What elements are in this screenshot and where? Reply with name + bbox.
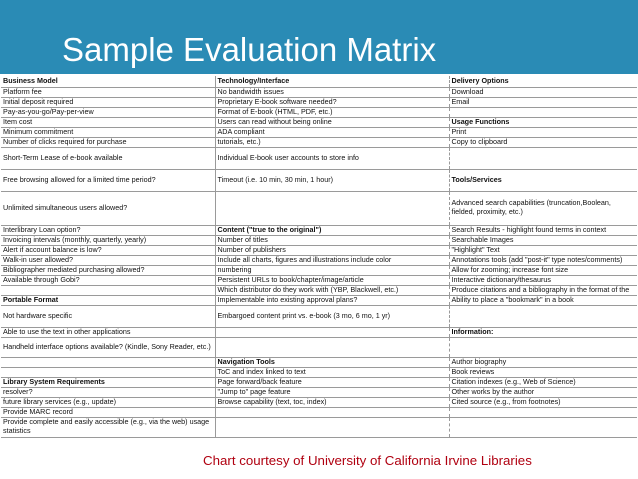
delivery-tools-cell — [449, 305, 637, 327]
delivery-tools-cell: Citation indexes (e.g., Web of Science) — [449, 377, 637, 387]
technology-interface-cell: Page forward/back feature — [215, 377, 449, 387]
business-model-cell: Business Model — [1, 76, 215, 87]
delivery-tools-cell: Usage Functions — [449, 117, 637, 127]
business-model-cell: Invoicing intervals (monthly, quarterly, yearly) — [1, 235, 215, 245]
technology-interface-cell — [215, 337, 449, 357]
chart-credit-caption: Chart courtesy of University of California Irvine Libraries — [203, 453, 532, 468]
matrix-row — [1, 169, 637, 191]
technology-interface-cell: tutorials, etc.) — [215, 137, 449, 147]
technology-interface-cell: Browse capability (text, toc, index) — [215, 397, 449, 407]
business-model-cell: Bibliographer mediated purchasing allowed? — [1, 265, 215, 275]
matrix-row — [1, 245, 637, 255]
matrix-row — [1, 107, 637, 117]
technology-interface-cell: Number of publishers — [215, 245, 449, 255]
delivery-tools-cell: Cited source (e.g., from footnotes) — [449, 397, 637, 407]
technology-interface-cell: Proprietary E-book software needed? — [215, 97, 449, 107]
matrix-row — [1, 255, 637, 265]
delivery-tools-cell: Advanced search capabilities (truncation,Boolean, fielded, proximity, etc.) — [449, 191, 637, 225]
matrix-row — [1, 357, 637, 367]
technology-interface-cell: Embargoed content print vs. e-book (3 mo, 6 mo, 1 yr) — [215, 305, 449, 327]
business-model-cell: Alert if account balance is low? — [1, 245, 215, 255]
delivery-tools-cell — [449, 407, 637, 417]
business-model-cell: Unlimited simultaneous users allowed? — [1, 191, 215, 225]
business-model-cell: Free browsing allowed for a limited time period? — [1, 169, 215, 191]
technology-interface-cell: Content ("true to the original") — [215, 225, 449, 235]
delivery-tools-cell: Download — [449, 87, 637, 97]
business-model-cell: Platform fee — [1, 87, 215, 97]
technology-interface-cell: ADA compliant — [215, 127, 449, 137]
technology-interface-cell: Timeout (i.e. 10 min, 30 min, 1 hour) — [215, 169, 449, 191]
matrix-row — [1, 275, 637, 285]
matrix-row — [1, 117, 637, 127]
matrix-row — [1, 367, 637, 377]
business-model-cell — [1, 367, 215, 377]
delivery-tools-cell: Ability to place a "bookmark" in a book — [449, 295, 637, 305]
delivery-tools-cell — [449, 337, 637, 357]
technology-interface-cell: Individual E-book user accounts to store info — [215, 147, 449, 169]
technology-interface-cell: Persistent URLs to book/chapter/image/article — [215, 275, 449, 285]
slide-title: Sample Evaluation Matrix — [62, 31, 437, 68]
business-model-cell: Library System Requirements — [1, 377, 215, 387]
business-model-cell: Available through Gobi? — [1, 275, 215, 285]
delivery-tools-cell: Searchable Images — [449, 235, 637, 245]
delivery-tools-cell — [449, 147, 637, 169]
matrix-row — [1, 337, 637, 357]
delivery-tools-cell: Other works by the author — [449, 387, 637, 397]
delivery-tools-cell: Copy to clipboard — [449, 137, 637, 147]
business-model-cell: Portable Format — [1, 295, 215, 305]
business-model-cell — [1, 357, 215, 367]
title-banner — [0, 0, 638, 74]
delivery-tools-cell: Email — [449, 97, 637, 107]
matrix-row — [1, 305, 637, 327]
matrix-row — [1, 225, 637, 235]
technology-interface-cell: Which distributor do they work with (YBP, Blackwell, etc.) — [215, 285, 449, 295]
business-model-cell: Initial deposit required — [1, 97, 215, 107]
technology-interface-cell: Technology/Interface — [215, 76, 449, 87]
evaluation-matrix-table — [1, 76, 637, 438]
matrix-row — [1, 87, 637, 97]
business-model-cell: Not hardware specific — [1, 305, 215, 327]
delivery-tools-cell: Author biography — [449, 357, 637, 367]
matrix-row — [1, 387, 637, 397]
matrix-body — [1, 76, 637, 437]
delivery-tools-cell: Print — [449, 127, 637, 137]
technology-interface-cell: ToC and index linked to text — [215, 367, 449, 377]
business-model-cell: Interlibrary Loan option? — [1, 225, 215, 235]
business-model-cell: Number of clicks required for purchase — [1, 137, 215, 147]
business-model-cell: Provide MARC record — [1, 407, 215, 417]
matrix-row — [1, 147, 637, 169]
business-model-cell: Pay-as-you-go/Pay-per-view — [1, 107, 215, 117]
technology-interface-cell: Navigation Tools — [215, 357, 449, 367]
delivery-tools-cell: Interactive dictionary/thesaurus — [449, 275, 637, 285]
matrix-row — [1, 377, 637, 387]
technology-interface-cell — [215, 417, 449, 437]
matrix-row — [1, 191, 637, 225]
technology-interface-cell — [215, 327, 449, 337]
matrix-row — [1, 295, 637, 305]
matrix-row — [1, 97, 637, 107]
technology-interface-cell: numbering — [215, 265, 449, 275]
business-model-cell: Walk-in user allowed? — [1, 255, 215, 265]
delivery-tools-cell: "Highlight" Text — [449, 245, 637, 255]
business-model-cell: Short-Term Lease of e-book available — [1, 147, 215, 169]
matrix-row — [1, 265, 637, 275]
business-model-cell: Able to use the text in other applications — [1, 327, 215, 337]
delivery-tools-cell: Book reviews — [449, 367, 637, 377]
business-model-cell: Minimum commitment — [1, 127, 215, 137]
matrix-row — [1, 137, 637, 147]
delivery-tools-cell: Delivery Options — [449, 76, 637, 87]
technology-interface-cell: Implementable into existing approval plans? — [215, 295, 449, 305]
delivery-tools-cell: Produce citations and a bibliography in the format of the — [449, 285, 637, 295]
business-model-cell: Item cost — [1, 117, 215, 127]
delivery-tools-cell: Search Results - highlight found terms in context — [449, 225, 637, 235]
delivery-tools-cell — [449, 417, 637, 437]
technology-interface-cell — [215, 407, 449, 417]
matrix-row — [1, 417, 637, 437]
technology-interface-cell — [215, 191, 449, 225]
technology-interface-cell: No bandwidth issues — [215, 87, 449, 97]
delivery-tools-cell: Annotations tools (add "post-it" type notes/comments) — [449, 255, 637, 265]
business-model-cell — [1, 285, 215, 295]
delivery-tools-cell: Information: — [449, 327, 637, 337]
business-model-cell: future library services (e.g., update) — [1, 397, 215, 407]
business-model-cell: Provide complete and easily accessible (e.g., via the web) usage statistics — [1, 417, 215, 437]
matrix-row — [1, 285, 637, 295]
matrix-row — [1, 407, 637, 417]
matrix-row — [1, 127, 637, 137]
matrix-row — [1, 76, 637, 87]
business-model-cell: resolver? — [1, 387, 215, 397]
matrix-row — [1, 235, 637, 245]
technology-interface-cell: "Jump to" page feature — [215, 387, 449, 397]
technology-interface-cell: Users can read without being online — [215, 117, 449, 127]
matrix-row — [1, 327, 637, 337]
evaluation-matrix — [1, 76, 637, 438]
delivery-tools-cell: Allow for zooming; increase font size — [449, 265, 637, 275]
technology-interface-cell: Include all charts, figures and illustrations include color — [215, 255, 449, 265]
technology-interface-cell: Format of E-book (HTML, PDF, etc.) — [215, 107, 449, 117]
business-model-cell: Handheld interface options available? (Kindle, Sony Reader, etc.) — [1, 337, 215, 357]
delivery-tools-cell: Tools/Services — [449, 169, 637, 191]
technology-interface-cell: Number of titles — [215, 235, 449, 245]
matrix-row — [1, 397, 637, 407]
delivery-tools-cell — [449, 107, 637, 117]
